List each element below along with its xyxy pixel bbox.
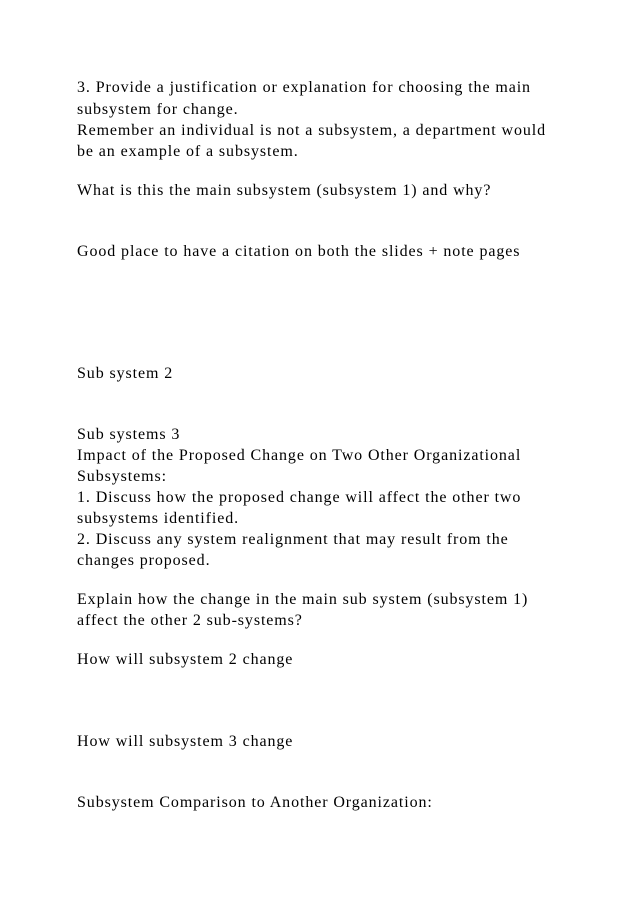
impact-heading-continued: Subsystems: (77, 468, 167, 485)
impact-item-1: 1. Discuss how the proposed change will affect the other two (77, 489, 522, 506)
explain-change-question: Explain how the change in the main sub system (subsystem 1) (77, 591, 529, 608)
impact-item-2-continued: changes proposed. (77, 552, 211, 569)
question-3-heading: 3. Provide a justification or explanation for choosing the main (77, 79, 531, 96)
sub-system-2-label: Sub system 2 (77, 365, 174, 382)
explain-change-question-continued: affect the other 2 sub-systems? (77, 612, 303, 629)
subsystem-3-change-question: How will subsystem 3 change (77, 733, 294, 750)
subsystem-2-change-question: How will subsystem 2 change (77, 651, 294, 668)
question-3-heading-continued: subsystem for change. (77, 101, 239, 118)
impact-item-1-continued: subsystems identified. (77, 510, 240, 527)
impact-heading: Impact of the Proposed Change on Two Other Organizational (77, 447, 522, 464)
subsystem-reminder-continued: be an example of a subsystem. (77, 143, 299, 160)
impact-item-2: 2. Discuss any system realignment that may result from the (77, 531, 509, 548)
subsystem-reminder: Remember an individual is not a subsystem, a department would (77, 122, 547, 139)
sub-systems-3-label: Sub systems 3 (77, 426, 181, 443)
main-subsystem-question: What is this the main subsystem (subsystem 1) and why? (77, 182, 492, 199)
comparison-heading: Subsystem Comparison to Another Organization: (77, 794, 433, 811)
citation-note: Good place to have a citation on both the slides + note pages (77, 243, 521, 260)
